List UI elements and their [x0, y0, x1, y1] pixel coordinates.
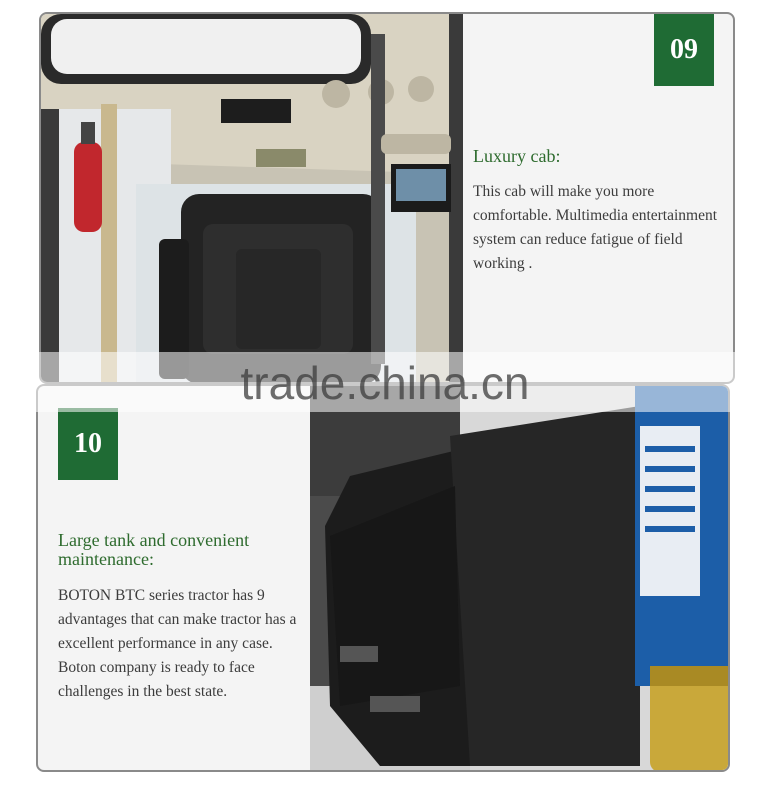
cab-interior-photo	[41, 14, 463, 384]
section-description: BOTON BTC series tractor has 9 advantages that can make tractor has a excellent performance in any case. Boton company is ready to face challenges in the best state.	[58, 587, 297, 700]
watermark: trade.china.cn	[240, 357, 530, 409]
section-number-badge: 10	[58, 408, 118, 480]
fuel-tank-photo	[310, 386, 730, 772]
feature-panel-tank	[36, 384, 730, 772]
feature-panel-cab	[39, 12, 735, 384]
section-title: Large tank and convenient maintenance:	[58, 530, 250, 569]
section-number-badge: 09	[654, 14, 714, 86]
section-title: Luxury cab:	[473, 146, 561, 166]
section-description: This cab will make you more comfortable. Multimedia entertainment system can reduce fatigue of field working .	[473, 183, 718, 272]
